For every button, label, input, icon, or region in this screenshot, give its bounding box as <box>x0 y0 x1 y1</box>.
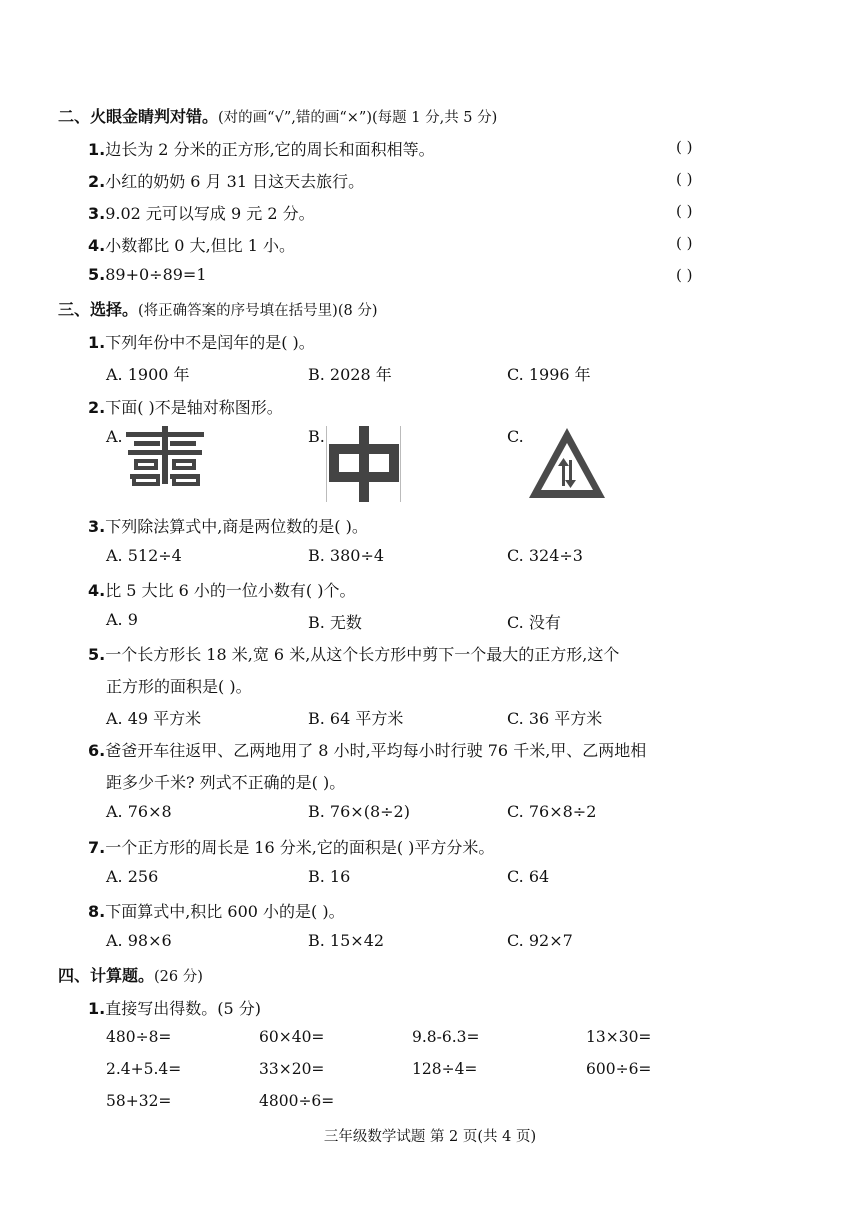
option-c[interactable]: C. 36 平方米 <box>507 709 603 728</box>
item-number: 3. <box>88 204 106 223</box>
option-a[interactable]: A. <box>106 427 123 446</box>
option-c[interactable]: C. 没有 <box>507 613 561 632</box>
question-text: 爸爸开车往返甲、乙两地用了 8 小时,平均每小时行驶 76 千米,甲、乙两地相 <box>105 741 647 760</box>
judge-item-1 <box>88 137 435 160</box>
answer-parens-2[interactable]: ( ) <box>676 170 693 188</box>
double-happiness-character-icon <box>124 426 206 486</box>
item-number: 2. <box>88 172 106 191</box>
question-number: 7. <box>88 838 106 857</box>
subsection-number: 1. <box>88 999 106 1018</box>
option-a[interactable]: A. 98×6 <box>106 931 172 950</box>
answer-parens-5[interactable]: ( ) <box>676 266 693 284</box>
choice-question-6 <box>88 738 646 761</box>
item-number: 5. <box>88 265 106 284</box>
question-text: 比 5 大比 6 小的一位小数有( )个。 <box>105 581 356 600</box>
answer-parens-4[interactable]: ( ) <box>676 234 693 252</box>
question-number: 3. <box>88 517 106 536</box>
choice-question-7 <box>88 835 494 858</box>
answer-parens-3[interactable]: ( ) <box>676 202 693 220</box>
option-c[interactable]: C. 64 <box>507 867 550 886</box>
judge-item-3 <box>88 201 315 224</box>
calc-subsection-1 <box>88 996 261 1019</box>
judge-item-5 <box>88 265 207 284</box>
item-text: 小数都比 0 大,但比 1 小。 <box>105 236 296 255</box>
choice-question-1 <box>88 330 315 353</box>
zhong-svg <box>326 426 402 502</box>
choice-question-3 <box>88 514 368 537</box>
calc-problem[interactable]: 480÷8= <box>106 1028 172 1046</box>
question-text: 一个长方形长 18 米,宽 6 米,从这个长方形中剪下一个最大的正方形,这个 <box>105 645 620 664</box>
item-text: 边长为 2 分米的正方形,它的周长和面积相等。 <box>105 140 435 159</box>
question-text-continued: 距多少千米? 列式不正确的是( )。 <box>106 773 346 792</box>
choice-question-4 <box>88 578 356 601</box>
calc-problem[interactable]: 9.8-6.3= <box>412 1028 480 1046</box>
option-b[interactable]: B. <box>308 427 325 446</box>
option-c[interactable]: C. 1996 年 <box>507 365 591 384</box>
option-a[interactable]: A. 1900 年 <box>106 365 190 384</box>
question-text-continued: 正方形的面积是( )。 <box>106 677 252 696</box>
page-footer: 三年级数学试题 第 2 页(共 4 页) <box>323 1129 537 1145</box>
item-number: 4. <box>88 236 106 255</box>
two-way-traffic-warning-sign-icon <box>527 426 607 502</box>
option-c[interactable]: C. <box>507 427 524 446</box>
question-number: 6. <box>88 741 106 760</box>
option-a[interactable]: A. 9 <box>106 610 138 629</box>
section-4-note: (26 分) <box>154 969 203 985</box>
question-number: 8. <box>88 902 106 921</box>
calc-problem[interactable]: 13×30= <box>586 1028 652 1046</box>
judge-item-2 <box>88 169 364 192</box>
option-a[interactable]: A. 256 <box>106 867 159 886</box>
section-4-heading <box>58 963 203 986</box>
zhong-character-icon <box>326 426 402 502</box>
calc-problem[interactable]: 60×40= <box>259 1028 325 1046</box>
section-4-title: 四、计算题。 <box>58 966 155 985</box>
item-text: 89+0÷89=1 <box>105 265 207 284</box>
calc-problem[interactable]: 4800÷6= <box>259 1092 335 1110</box>
calc-problem[interactable]: 58+32= <box>106 1092 172 1110</box>
option-b[interactable]: B. 15×42 <box>308 931 385 950</box>
calc-problem[interactable]: 33×20= <box>259 1060 325 1078</box>
option-b[interactable]: B. 16 <box>308 867 351 886</box>
judge-item-4 <box>88 233 295 256</box>
question-text: 下列年份中不是闰年的是( )。 <box>105 333 315 352</box>
answer-parens-1[interactable]: ( ) <box>676 138 693 156</box>
option-c[interactable]: C. 76×8÷2 <box>507 802 597 821</box>
section-3-note: (将正确答案的序号填在括号里)(8 分) <box>138 303 378 319</box>
warning-sign-svg <box>527 426 607 502</box>
item-text: 小红的奶奶 6 月 31 日这天去旅行。 <box>105 172 365 191</box>
question-number: 2. <box>88 398 106 417</box>
option-c[interactable]: C. 324÷3 <box>507 546 583 565</box>
section-2-heading <box>58 104 497 127</box>
section-3-title: 三、选择。 <box>58 300 139 319</box>
calc-problem[interactable]: 600÷6= <box>586 1060 652 1078</box>
option-b[interactable]: B. 无数 <box>308 613 362 632</box>
item-text: 9.02 元可以写成 9 元 2 分。 <box>105 204 315 223</box>
question-text: 下面算式中,积比 600 小的是( )。 <box>105 902 345 921</box>
option-a[interactable]: A. 76×8 <box>106 802 172 821</box>
question-text: 下列除法算式中,商是两位数的是( )。 <box>105 517 368 536</box>
section-3-heading <box>58 297 377 320</box>
question-text: 下面( )不是轴对称图形。 <box>105 398 283 417</box>
choice-question-2 <box>88 395 283 418</box>
question-number: 1. <box>88 333 106 352</box>
choice-question-8 <box>88 899 345 922</box>
subsection-text: 直接写出得数。(5 分) <box>105 999 261 1018</box>
section-2-title: 二、火眼金睛判对错。 <box>58 107 219 126</box>
option-b[interactable]: B. 76×(8÷2) <box>308 802 410 821</box>
section-2-note: (对的画“√”,错的画“×”)(每题 1 分,共 5 分) <box>218 110 498 126</box>
option-a[interactable]: A. 49 平方米 <box>106 709 202 728</box>
question-number: 4. <box>88 581 106 600</box>
question-text: 一个正方形的周长是 16 分米,它的面积是( )平方分米。 <box>105 838 495 857</box>
calc-problem[interactable]: 128÷4= <box>412 1060 478 1078</box>
calc-problem[interactable]: 2.4+5.4= <box>106 1060 182 1078</box>
option-a[interactable]: A. 512÷4 <box>106 546 182 565</box>
choice-question-5 <box>88 642 619 665</box>
option-b[interactable]: B. 64 平方米 <box>308 709 404 728</box>
question-number: 5. <box>88 645 106 664</box>
option-b[interactable]: B. 2028 年 <box>308 365 392 384</box>
double-happiness-svg <box>124 426 206 486</box>
item-number: 1. <box>88 140 106 159</box>
option-b[interactable]: B. 380÷4 <box>308 546 385 565</box>
option-c[interactable]: C. 92×7 <box>507 931 573 950</box>
